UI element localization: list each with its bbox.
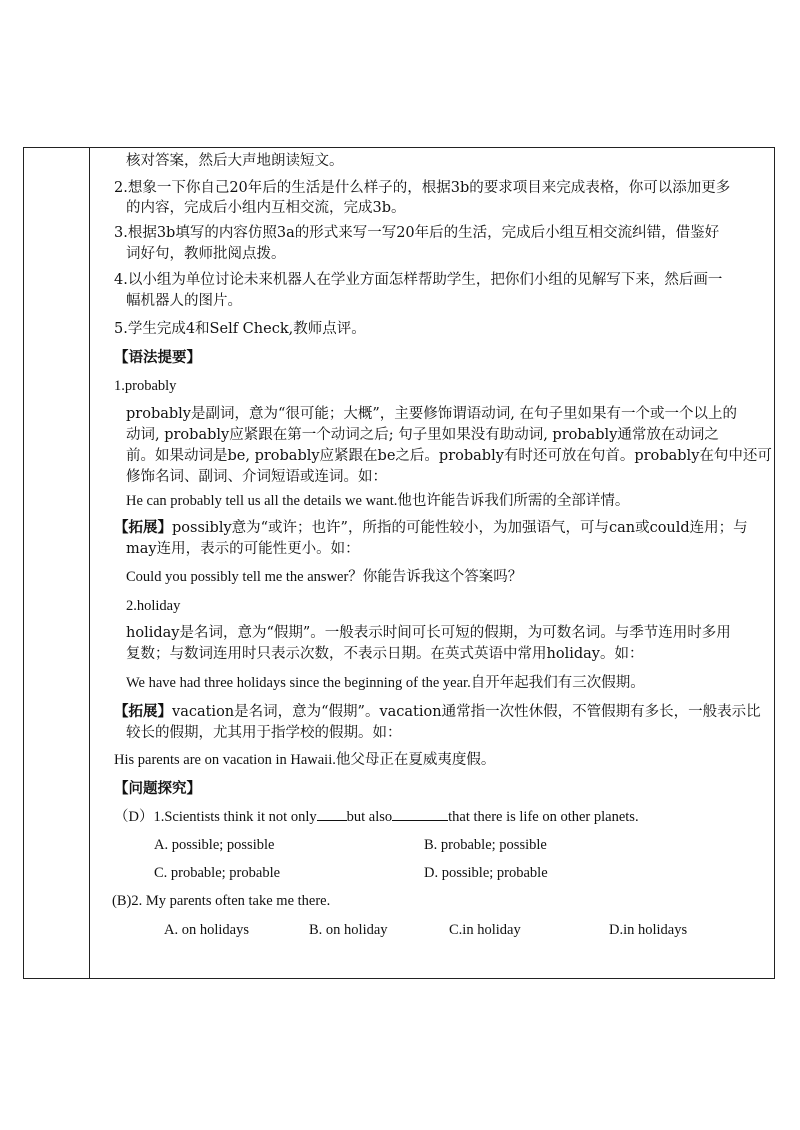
option-a: A. on holidays (164, 922, 249, 938)
option-a: A. possible; possible (154, 837, 275, 853)
text-line: 核对答案，然后大声地朗读短文。 (126, 153, 344, 169)
text-line: 动词, probably应紧跟在第一个动词之后; 句子里如果没有助动词, probably通常放在动词之 (126, 427, 719, 443)
text-line: 的内容，完成后小组内互相交流，完成3b。 (126, 200, 406, 216)
text-line: 词好句，教师批阅点拨。 (126, 246, 286, 262)
lesson-table (23, 147, 775, 979)
option-c: C. probable; probable (154, 865, 281, 881)
example-sentence: We have had three holidays since the beginning of the year.自开年起我们有三次假期。 (126, 675, 645, 691)
text-line: 幅机器人的图片。 (126, 293, 242, 309)
section-title-holiday: 2.holiday (126, 598, 181, 614)
option-d: D. possible; probable (424, 865, 548, 881)
option-c: C.in holiday (449, 922, 521, 938)
answer-blank[interactable] (317, 806, 347, 821)
example-sentence: Could you possibly tell me the answer？你能告诉我这个答案吗？ (126, 569, 523, 585)
option-d: D.in holidays (609, 922, 688, 938)
extension-label: 【拓展】 (114, 519, 172, 536)
problem-heading: 【问题探究】 (114, 780, 201, 797)
text-line: 较长的假期，尤其用于指学校的假期。如： (126, 725, 402, 741)
question-1-mid: but also (346, 809, 393, 825)
question-1 (114, 806, 639, 828)
option-b: B. probable; possible (424, 837, 547, 853)
text-line: 复数；与数词连用时只表示次数，不表示日期。在英式英语中常用holiday。如： (126, 646, 644, 662)
text-line: 3.根据3b填写的内容仿照3a的形式来写一写20年后的生活，完成后小组互相交流纠错，借鉴好 (114, 225, 720, 241)
question-1-suffix: that there is life on other planets. (448, 809, 639, 825)
question-2: (B)2. My parents often take me there. (112, 893, 331, 909)
text-line: 5.学生完成4和Self Check,教师点评。 (114, 321, 366, 337)
text-line: 前。如果动词是be, probably应紧跟在be之后。probably有时还可放在句首。probably在句中还可 (126, 448, 772, 464)
question-1-prefix: （D）1.Scientists think it not only (114, 809, 317, 825)
column-divider (89, 148, 90, 978)
text-line: holiday是名词，意为“假期”。一般表示时间可长可短的假期，为可数名词。与季节连用时多用 (126, 625, 731, 641)
section-title-probably: 1.probably (114, 378, 177, 394)
extension-line (114, 701, 761, 723)
grammar-heading: 【语法提要】 (114, 349, 201, 366)
extension-label: 【拓展】 (114, 703, 172, 720)
answer-blank[interactable] (392, 806, 448, 821)
text-line: probably是副词，意为“很可能；大概”，主要修饰谓语动词, 在句子里如果有一个或一个以上的 (126, 406, 738, 422)
example-sentence: His parents are on vacation in Hawaii.他父母正在夏威夷度假。 (114, 752, 496, 768)
text-line: 4.以小组为单位讨论未来机器人在学业方面怎样帮助学生，把你们小组的见解写下来，然后画一 (114, 272, 723, 288)
text-line: 修饰名词、副词、介词短语或连词。如： (126, 469, 387, 485)
extension-text: vacation是名词，意为“假期”。vacation通常指一次性休假，不管假期有多长，一般表示比 (172, 704, 761, 720)
text-line: 2.想象一下你自己20年后的生活是什么样子的，根据3b的要求项目来完成表格，你可以添加更多 (114, 180, 731, 196)
extension-line (114, 517, 748, 539)
text-line: may连用，表示的可能性更小。如： (126, 541, 360, 557)
example-sentence: He can probably tell us all the details we want.他也许能告诉我们所需的全部详情。 (126, 493, 630, 509)
option-b: B. on holiday (309, 922, 388, 938)
extension-text: possibly意为“或许；也许”，所指的可能性较小，为加强语气，可与can或could连用；与 (172, 520, 748, 536)
